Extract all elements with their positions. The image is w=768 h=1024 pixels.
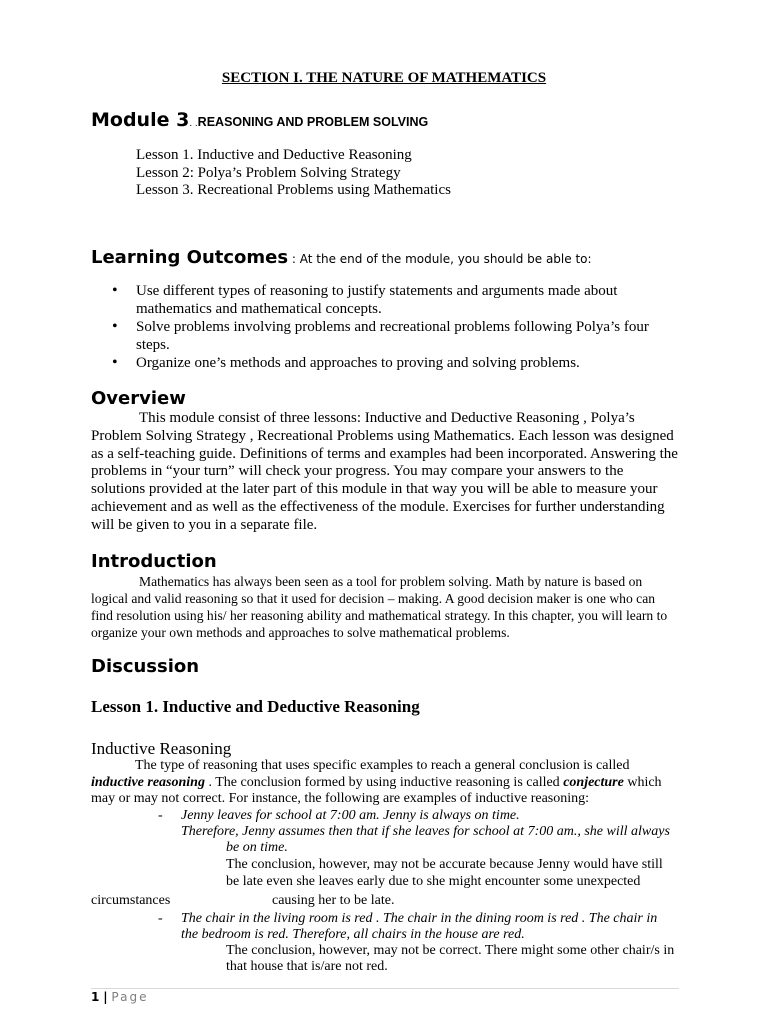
lesson-item: Lesson 1. Inductive and Deductive Reasoning xyxy=(136,147,412,163)
paragraph-text: which may or may not correct. For instance, the following are examples of inductive reasoning: xyxy=(91,774,662,806)
paragraph-text: . The conclusion formed by using inductive reasoning is called xyxy=(204,774,564,790)
introduction-paragraph: Mathematics has always been seen as a tool for problem solving. Math by nature is based on logical and valid reasoning so that it used for decision – making. A good decision maker is one who can find resolution using his/ her reasoning ability and mathematical strategy. In this chapter, you will learn to organize your own methods and approaches to solve mathematical problems. xyxy=(91,574,668,640)
introduction-heading: Introduction xyxy=(91,551,217,572)
example-note: The conclusion, however, may not be correct. There might some other chair/s in xyxy=(226,943,675,958)
example-note: be late even she leaves early due to she might encounter some unexpected xyxy=(226,874,641,889)
page-footer xyxy=(91,990,148,1004)
term-inductive-reasoning: inductive reasoning xyxy=(91,774,205,790)
term-conjecture: conjecture xyxy=(563,774,624,790)
overview-heading: Overview xyxy=(91,388,186,409)
section-title: SECTION I. THE NATURE OF MATHEMATICS xyxy=(221,70,547,86)
lesson-heading: Lesson 1. Inductive and Deductive Reasoning xyxy=(91,697,420,716)
learning-outcomes-intro: : At the end of the module, you should be able to: xyxy=(288,252,592,266)
list-dash: - xyxy=(158,911,163,926)
example-line: be on time. xyxy=(226,840,288,855)
learning-outcomes-heading xyxy=(91,247,592,268)
discussion-heading: Discussion xyxy=(91,656,200,677)
outcome-item: • Solve problems involving problems and recreational problems following Polya’s four steps. xyxy=(112,318,672,354)
example-line: The chair in the living room is red . The chair in the dining room is red . The chair in xyxy=(181,911,658,926)
lesson-list xyxy=(136,147,451,200)
module-separator: . . xyxy=(189,118,198,129)
module-subtitle: REASONING AND PROBLEM SOLVING xyxy=(197,115,429,129)
outcome-item: • Use different types of reasoning to justify statements and arguments made about mathematics and mathematical concepts. xyxy=(112,282,672,318)
paragraph-text: The type of reasoning that uses specific examples to reach a general conclusion is called xyxy=(135,758,630,773)
footer-separator: | xyxy=(103,990,108,1004)
footer-divider xyxy=(91,988,679,989)
lesson-item: Lesson 3. Recreational Problems using Mathematics xyxy=(136,182,451,198)
inductive-reasoning-heading: Inductive Reasoning xyxy=(91,739,232,758)
learning-outcomes-list xyxy=(112,282,672,372)
example-note: circumstances xyxy=(91,893,171,908)
example-note: that house that is/are not red. xyxy=(226,959,388,974)
lesson-item: Lesson 2: Polya’s Problem Solving Strategy xyxy=(136,164,401,181)
page-label: Page xyxy=(111,990,149,1004)
example-line: the bedroom is red. Therefore, all chairs in the house are red. xyxy=(181,927,525,942)
example-note: The conclusion, however, may not be accurate because Jenny would have still xyxy=(226,857,663,872)
learning-outcomes-title: Learning Outcomes xyxy=(91,247,289,268)
page-number: 1 xyxy=(91,990,100,1004)
module-heading xyxy=(91,109,428,131)
example-line: Therefore, Jenny assumes then that if she leaves for school at 7:00 am., she will always xyxy=(181,824,670,839)
module-number: Module 3 xyxy=(91,109,190,131)
outcome-item: • Organize one’s methods and approaches to proving and solving problems. xyxy=(112,354,672,372)
example-line: Jenny leaves for school at 7:00 am. Jenny is always on time. xyxy=(181,808,520,823)
inductive-paragraph xyxy=(91,758,679,808)
overview-paragraph: This module consist of three lessons: Inductive and Deductive Reasoning , Polya’s Problem Solving Strategy , Recreational Problems using Mathematics. Each lesson was designed as a self-teaching guide. Definitions of terms and examples had been incorporated. Answering the problems in “your turn” will check your progress. You may compare your answers to the solutions provided at the later part of this module in that way you will be able to measure your achievement and as well as the effectiveness of the module. Exercises for further understanding will be given to you in a separate file. xyxy=(91,410,678,533)
list-dash: - xyxy=(158,808,163,823)
example-note: causing her to be late. xyxy=(272,893,395,908)
